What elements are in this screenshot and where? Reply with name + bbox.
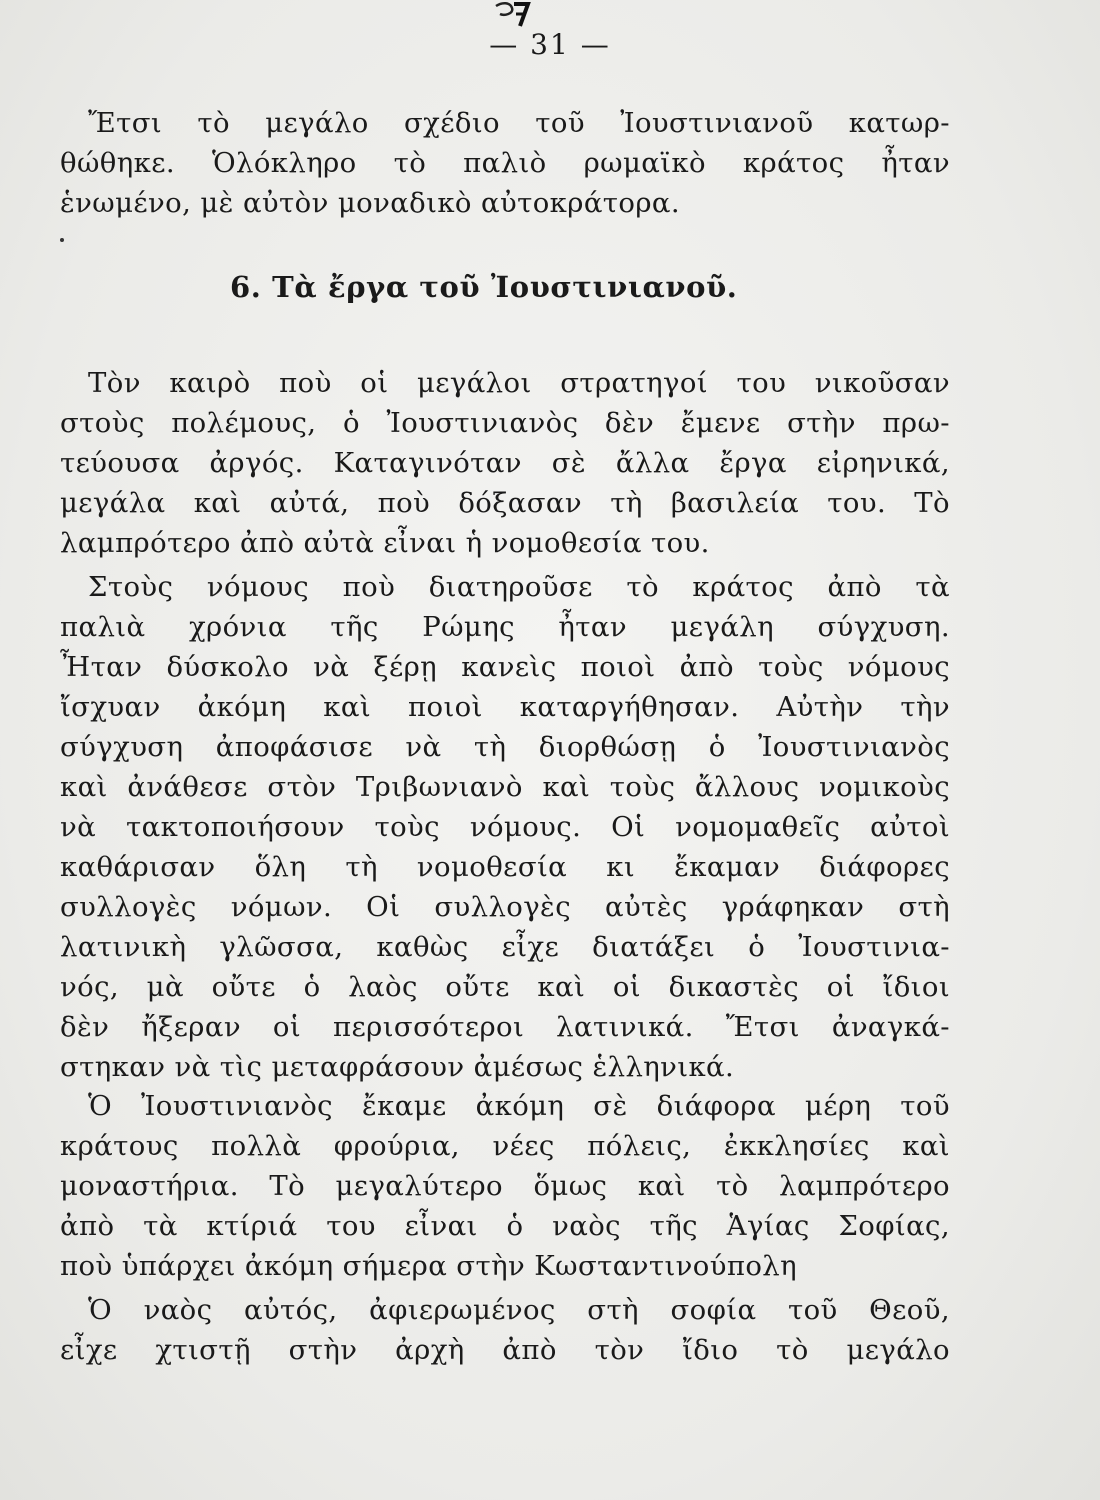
text-line: ἑνωμένο, μὲ αὐτὸν μοναδικὸ αὐτοκράτορα. (60, 187, 681, 219)
stray-dot (60, 238, 64, 242)
text-line: σύγχυση ἀποφάσισε νὰ τὴ διορθώσῃ ὁ Ἰουστινιανὸς (60, 731, 950, 763)
text-line: κράτους πολλὰ φρούρια, νέες πόλεις, ἐκκλησίες καὶ (60, 1130, 950, 1162)
text-line: ποὺ ὑπάρχει ἀκόμη σήμερα στὴν Κωσταντινούπολη (60, 1250, 797, 1282)
page-number: — 31 — (489, 28, 611, 61)
text-line: καὶ ἀνάθεσε στὸν Τριβωνιανὸ καὶ τοὺς ἄλλους νομικοὺς (60, 771, 950, 803)
text-line: Στοὺς νόμους ποὺ διατηροῦσε τὸ κράτος ἀπὸ τὰ (88, 571, 950, 603)
text-line: παλιὰ χρόνια τῆς Ρώμης ἦταν μεγάλη σύγχυση. (60, 611, 950, 643)
text-line: μεγάλα καὶ αὐτά, ποὺ δόξασαν τὴ βασιλεία του. Τὸ (60, 487, 950, 519)
text-line: ἀπὸ τὰ κτίριά του εἶναι ὁ ναὸς τῆς Ἁγίας Σοφίας, (60, 1210, 950, 1242)
text-line: Ὁ Ἰουστινιανὸς ἔκαμε ἀκόμη σὲ διάφορα μέρη τοῦ (88, 1090, 950, 1122)
text-line: στοὺς πολέμους, ὁ Ἰουστινιανὸς δὲν ἔμενε στὴν πρω- (60, 407, 950, 439)
text-line: ἴσχυαν ἀκόμη καὶ ποιοὶ καταργήθησαν. Αὐτὴν τὴν (60, 691, 950, 723)
text-line: δὲν ἤξεραν οἱ περισσότεροι λατινικά. Ἔτσι ἀναγκά- (60, 1011, 950, 1043)
text-line: τεύουσα ἀργός. Καταγινόταν σὲ ἄλλα ἔργα εἰρηνικά, (60, 447, 950, 479)
section-heading: 6. Τὰ ἔργα τοῦ Ἰουστινιανοῦ. (230, 270, 738, 304)
text-line: λατινικὴ γλῶσσα, καθὼς εἶχε διατάξει ὁ Ἰουστινια- (60, 931, 950, 963)
handwritten-mark (480, 0, 540, 30)
paragraph-3 (60, 1086, 950, 1286)
text-line: νός, μὰ οὔτε ὁ λαὸς οὔτε καὶ οἱ δικαστὲς οἱ ἴδιοι (60, 971, 950, 1003)
text-line: Ὁ ναὸς αὐτός, ἀφιερωμένος στὴ σοφία τοῦ Θεοῦ, (88, 1294, 950, 1326)
text-line: εἶχε χτιστῇ στὴν ἀρχὴ ἀπὸ τὸν ἴδιο τὸ μεγάλο (60, 1334, 950, 1366)
text-line: Ἦταν δύσκολο νὰ ξέρῃ κανεὶς ποιοὶ ἀπὸ τοὺς νόμους (60, 651, 950, 683)
text-line: Τὸν καιρὸ ποὺ οἱ μεγάλοι στρατηγοί του νικοῦσαν (88, 367, 950, 399)
text-line: λαμπρότερο ἀπὸ αὐτὰ εἶναι ἡ νομοθεσία του. (60, 527, 710, 559)
text-line: καθάρισαν ὅλη τὴ νομοθεσία κι ἔκαμαν διάφορες (60, 851, 950, 883)
paragraph-1 (60, 363, 950, 563)
paragraph-4 (60, 1290, 950, 1370)
paragraph-2 (60, 567, 950, 1087)
text-line: νὰ τακτοποιήσουν τοὺς νόμους. Οἱ νομομαθεῖς αὐτοὶ (60, 811, 950, 843)
intro-paragraph (60, 103, 950, 223)
text-line: στηκαν νὰ τὶς μεταφράσουν ἀμέσως ἑλληνικά. (60, 1051, 735, 1083)
text-line: Ἔτσι τὸ μεγάλο σχέδιο τοῦ Ἰουστινιανοῦ κατωρ- (88, 107, 950, 139)
text-line: θώθηκε. Ὁλόκληρο τὸ παλιὸ ρωμαϊκὸ κράτος ἦταν (60, 147, 950, 179)
text-line: συλλογὲς νόμων. Οἱ συλλογὲς αὐτὲς γράφηκαν στὴ (60, 891, 950, 923)
text-line: μοναστήρια. Τὸ μεγαλύτερο ὅμως καὶ τὸ λαμπρότερο (60, 1170, 950, 1202)
